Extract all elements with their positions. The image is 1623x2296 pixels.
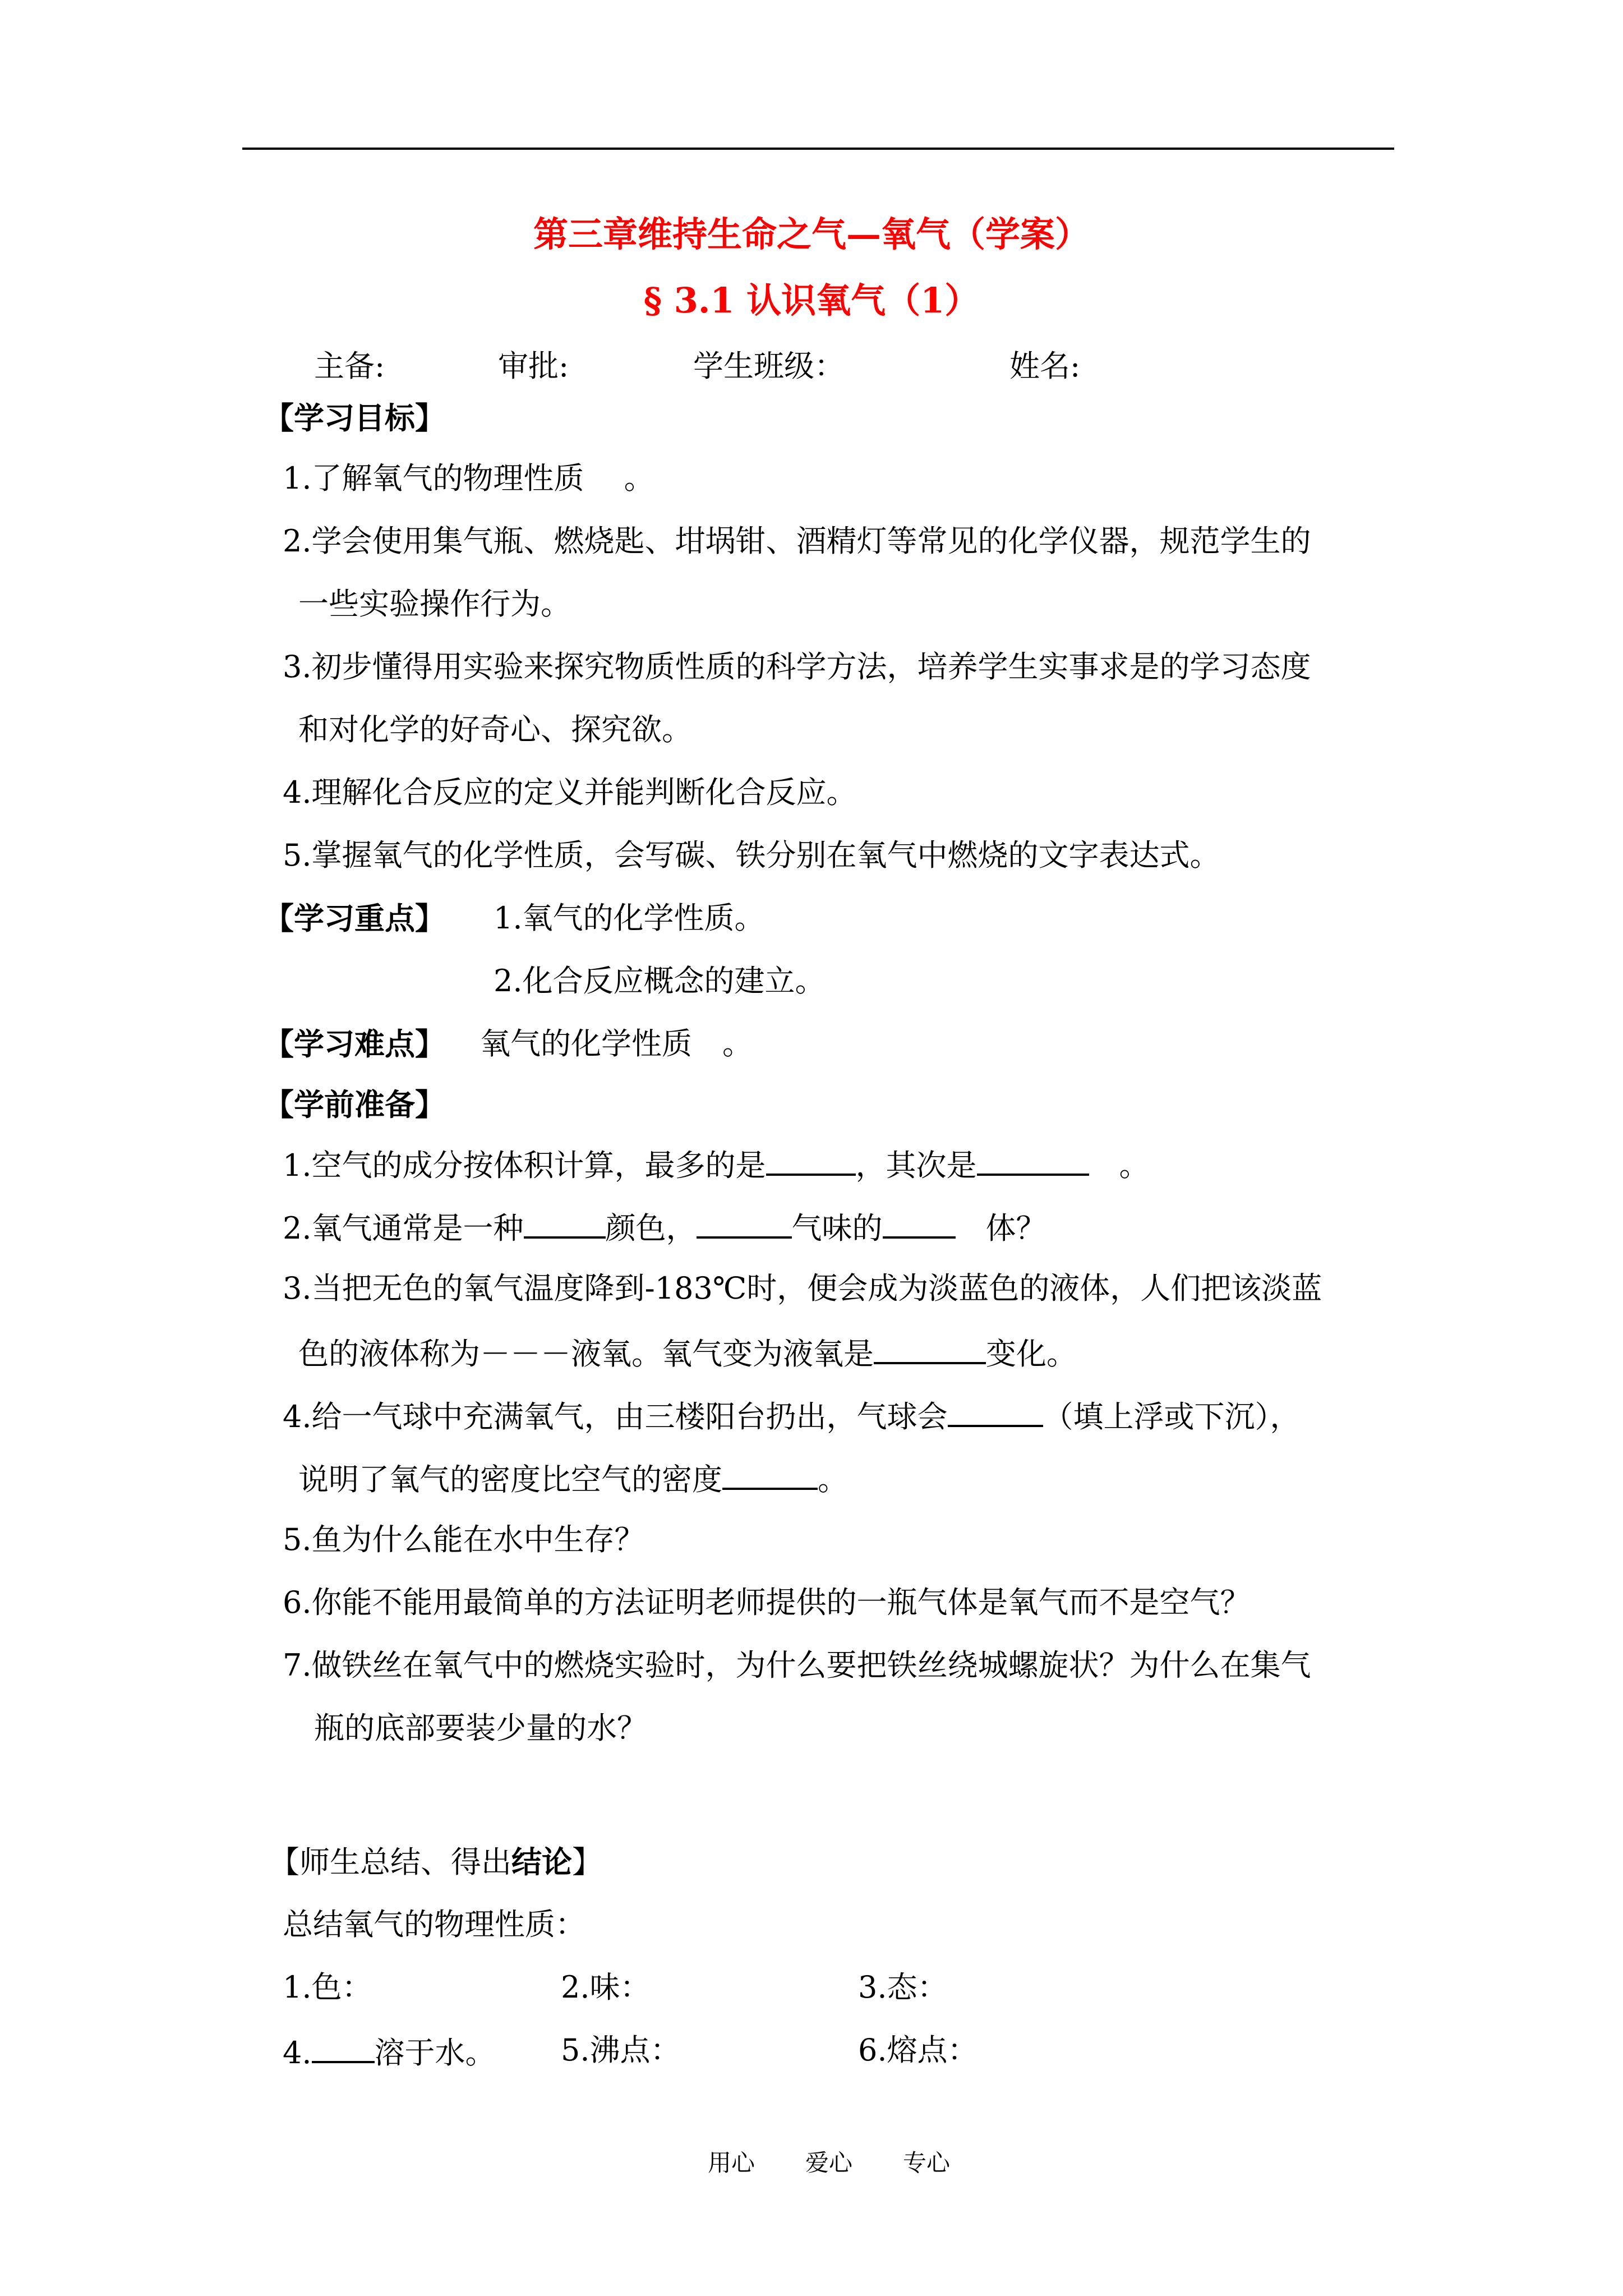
answer-blank[interactable] [948, 1395, 1043, 1427]
objective-2: 2.学会使用集气瓶、燃烧匙、坩埚钳、酒精灯等常见的化学仪器，规范学生的 [283, 523, 1311, 559]
summary-boiling-point: 5.沸点： [561, 2032, 681, 2068]
objective-3-cont: 和对化学的好奇心、探究欲。 [298, 712, 692, 747]
key-points-heading: 【学习重点】 [264, 900, 445, 936]
summary-melting-point: 6.熔点： [858, 2032, 978, 2068]
answer-blank[interactable] [524, 1206, 606, 1239]
prep-question-7: 7.做铁丝在氧气中的燃烧实验时，为什么要把铁丝绕城螺旋状？为什么在集气 [283, 1648, 1311, 1683]
objective-1: 1.了解氧气的物理性质 。 [283, 461, 654, 496]
header-rule [242, 148, 1394, 150]
answer-blank[interactable] [883, 1206, 956, 1239]
summary-solubility: 4. 溶于水。 [283, 2031, 496, 2073]
summary-state: 3.态： [858, 1970, 948, 2005]
page-subtitle: § 3.1 认识氧气（1） [643, 280, 980, 321]
footer-word: 用心 [708, 2149, 755, 2177]
difficulty-text: 氧气的化学性质 。 [480, 1026, 753, 1061]
objective-5: 5.掌握氧气的化学性质，会写碳、铁分别在氧气中燃烧的文字表达式。 [283, 838, 1220, 873]
footer-word: 专心 [903, 2149, 951, 2177]
prep-question-1: 1.空气的成分按体积计算，最多的是 ，其次是 。 [283, 1143, 1150, 1185]
summary-smell: 2.味： [561, 1970, 651, 2005]
objective-3: 3.初步懂得用实验来探究物质性质的科学方法，培养学生实事求是的学习态度 [283, 649, 1311, 684]
prep-question-4-cont: 说明了氧气的密度比空气的密度 。 [298, 1457, 848, 1499]
summary-color: 1.色： [283, 1970, 372, 2005]
footer-word: 爱心 [805, 2149, 853, 2177]
answer-blank[interactable] [766, 1143, 856, 1176]
prep-question-3-cont: 色的液体称为－－－液氧。氧气变为液氧是 变化。 [298, 1332, 1077, 1374]
name-label: 姓名: [1009, 348, 1081, 384]
prep-question-3: 3.当把无色的氧气温度降到-183℃时，便会成为淡蓝色的液体，人们把该淡蓝 [283, 1271, 1322, 1306]
author-label: 主备: [314, 348, 385, 384]
key-point-1: 1.氧气的化学性质。 [494, 900, 765, 936]
prep-question-4: 4.给一气球中充满氧气，由三楼阳台扔出，气球会 （填上浮或下沉）， [283, 1395, 1301, 1437]
preparation-heading: 【学前准备】 [264, 1087, 445, 1122]
class-label: 学生班级： [693, 348, 845, 384]
answer-blank[interactable] [977, 1143, 1089, 1176]
reviewer-label: 审批: [498, 348, 569, 384]
prep-question-6: 6.你能不能用最简单的方法证明老师提供的一瓶气体是氧气而不是空气？ [283, 1585, 1251, 1620]
prep-question-5: 5.鱼为什么能在水中生存？ [283, 1522, 645, 1557]
key-point-2: 2.化合反应概念的建立。 [494, 963, 826, 999]
difficulty-heading: 【学习难点】 [264, 1026, 445, 1062]
summary-intro: 总结氧气的物理性质： [283, 1907, 585, 1942]
prep-question-7-cont: 瓶的底部要装少量的水？ [314, 1710, 647, 1746]
answer-blank[interactable] [874, 1332, 986, 1364]
summary-heading: 【师生总结、得出结论】 [269, 1844, 602, 1880]
prep-question-2: 2.氧气通常是一种 颜色， 气味的 体？ [283, 1206, 1046, 1248]
objective-2-cont: 一些实验操作行为。 [298, 586, 571, 622]
objectives-heading: 【学习目标】 [264, 400, 445, 436]
answer-blank[interactable] [697, 1206, 792, 1239]
answer-blank[interactable] [312, 2031, 375, 2063]
page-footer [708, 2147, 950, 2179]
page-title: 第三章维持生命之气—氧气（学案） [533, 214, 1090, 255]
answer-blank[interactable] [722, 1457, 818, 1490]
objective-4: 4.理解化合反应的定义并能判断化合反应。 [283, 775, 857, 810]
